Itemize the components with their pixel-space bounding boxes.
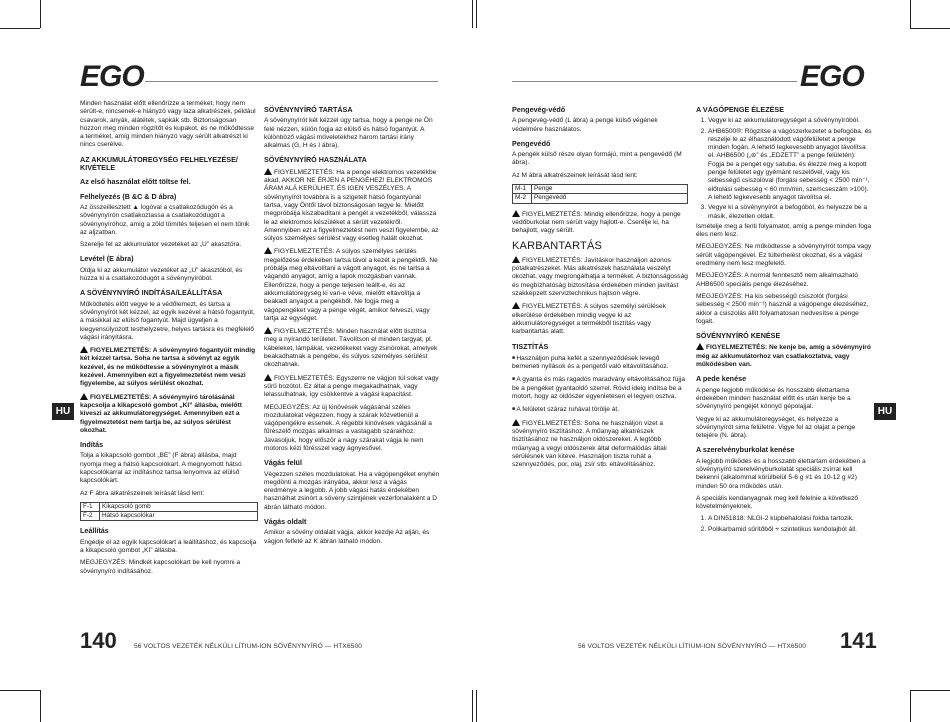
warning-icon — [80, 346, 88, 353]
warning-text: FIGYELMEZTETÉS: Egyszerre ne vágjon túl sokat vagy sűrű bozótot. Ez által a penge megakadhatnak, vagy lelassulhatnak, így csökkentve a vágási kapacitást. — [264, 374, 439, 399]
paragraph: A pengék külső része olyan formájú, mint a pengevédő (M ábra). — [512, 151, 682, 167]
crop-mark — [476, 0, 477, 28]
paragraph: Vegye ki az akkumulátoregységet, és helyezze a sövénynyírót sima felületre. Vigye fel az olajat a penge tetejére (N. ábra). — [696, 415, 856, 440]
warning-icon — [80, 393, 88, 400]
right-col-1 — [512, 100, 688, 473]
paragraph: Ismételje meg a fenti folyamatot, amíg a penge minden foga éles nem lesz. — [696, 222, 872, 239]
crop-mark — [40, 0, 41, 28]
section-heading: A VÁGÓPENGE ÉLEZÉSE — [696, 105, 784, 114]
intro-text: Minden használat előtt ellenőrizze a terméket, hogy nem sérült-e, nincsenek-e hiányzó vagy laza alkatrészek, például csavarok, anyák, alátétek, sapkák stb. Biztonságosan húzzon meg minden rögzítőt és kupakot, és ne működtesse a terméket, amíg minden hiányzó vagy sérült alkatrészt ki nincs cserélve. — [80, 100, 256, 149]
brand-logo-left: EGO — [80, 60, 144, 93]
header-rule-right — [512, 81, 797, 82]
crop-mark — [910, 28, 950, 29]
table-cell: Kikapcsoló gomb — [100, 502, 258, 511]
warning-text: FIGYELMEZTETÉS: Soha ne használjon vizet a sövénynyíró tisztításhoz. A műanyag alkatrészek tisztításához ne használjon oldószereket. A legtöbb műanyag a vegyi oldószerek által deformálódás általi sérülésnek van kitéve. Használjon tiszta ruhát a szennyeződés, por, olaj, zsír stb. eltávolításához. — [512, 419, 667, 469]
table-cell: Penge — [532, 185, 688, 194]
paragraph: Szerelje fel az akkumulátor vezetéket az „U” akasztóra. — [80, 241, 242, 249]
subheading: Vágás oldalt — [264, 517, 307, 527]
crop-mark — [476, 690, 477, 722]
sharpening-steps — [696, 117, 872, 221]
crop-mark — [910, 690, 911, 722]
paragraph: Oldja ki az akkumulátor vezetéket az „U” akasztóból, és húzza ki a csatlakozódugót a sövénynyíróból. — [80, 266, 243, 283]
paragraph: Tolja a kikapcsoló gombot „BE” (F ábra) állásba, majd nyomja meg a hátsó kapcsolókart. A megnyomott hátsó kapcsolókarral az indításhoz tartsa lenyomva az elülső kapcsolókart. — [80, 452, 242, 485]
note-text: MEGJEGYZÉS: Az új kinövések vágásánál széles mozdulatokat végezzen, hogy a szárak közvetlenül a vágópengékre essenek. A régebbi kinövések vágásánál a fűrészelő mozgás alkalmas a vastagabb szárakhoz. Javasoljuk, hogy először a nagy szárakat vágja le nem motoros kézi fűrésszel vagy ágnyesővel. — [264, 403, 432, 452]
warning-icon — [512, 419, 520, 426]
subheading: Pengevédő — [512, 138, 551, 148]
table-cell: F-2 — [81, 512, 100, 521]
grease-requirements — [696, 515, 872, 534]
warning-icon — [264, 247, 272, 254]
note-text: MEGJEGYZÉS: A normál fenntesztő nem alkalmazható AHB6500 speciális penge élezéséhez. — [696, 272, 858, 288]
table-cell: Pengevédő — [532, 194, 688, 203]
note-text: MEGJEGYZÉS: Ne működtesse a sövénynyírót tompa vagy sérült vágópengével. Ez túlterhelést okozhat, és a vágási eredmény nem lesz megfelelő. — [696, 243, 872, 268]
paragraph: Az összeillesztett ▲ logóval a csatlakozódugón és a sövénynyírón csatlakoztassa a csatlakozódugót a sövénynyíróhoz, amíg a zöld tömítés teljesen el nem tűnik az aljzatban. — [80, 203, 250, 236]
crop-mark — [910, 690, 950, 691]
header-rule-left — [145, 81, 438, 82]
section-heading: SÖVÉNYNYÍRÓ TARTÁSA — [264, 105, 353, 114]
warning-icon — [264, 168, 272, 175]
subheading: Pengevég-védő — [512, 105, 566, 114]
table-row — [513, 185, 688, 194]
language-tab-left: HU — [52, 403, 74, 420]
subheading: Indítás — [80, 440, 104, 450]
page-number-right: 141 — [840, 628, 877, 653]
table-cell: M-1 — [513, 185, 532, 194]
paragraph: Az F ábra alkatrészeinek leírását lásd lent: — [80, 489, 205, 497]
table-row — [81, 502, 258, 511]
list-item: 2. Polikarbamid sűrítőből + szintetikus kenőolajból áll. — [708, 526, 872, 534]
footer-left: 56 VOLTOS VEZETÉK NÉLKÜLI LÍTIUM-ION SÖVÉNYNYÍRÓ — HTX6500 — [134, 643, 362, 650]
table-row — [513, 194, 688, 203]
section-heading: A SÖVÉNYNYÍRÓ INDÍTÁSA/LEÁLLÍTÁSA — [80, 288, 223, 298]
warning-text: FIGYELMEZTETÉS: A sövénynyíró tárolásánál kapcsolja a kikapcsoló gombot „KI” állásba, mielőtt kiveszi az akkumulátoregységet. Amennyiben ezt a figyelmeztetést nem tartja be, az súlyos sérülést okozhat. — [80, 393, 242, 434]
subheading: A szerelvényburkolat kenése — [696, 445, 795, 455]
warning-icon — [264, 374, 272, 381]
list-item: ■ A felületet száraz ruhával törölje át. — [512, 405, 688, 414]
paragraph: A sövénynyírót két kézzel úgy tartsa, hogy a penge ne Ön felé nézzen, külön fogja az elülső és hátsó fogantyút. A különböző vágási műveletekhez három tartási irány alkalmas (G, H és I ábra). — [264, 117, 433, 150]
paragraph: Működtetés előtt vegye le a védőlemezt, és tartsa a sövénynyírót két kézzel, az egyik kezével a hátsó fogantyút, a másikkal az elülső fogantyút. Majd ügyeljen a kiegyensúlyozott testhelyzetre, helyes tartásra és megfelelő vágási irányításra. — [80, 300, 255, 341]
note-text: MEGJEGYZÉS: Mindkét kapcsolókart be kell nyomni a sövénynyíró indításához. — [80, 559, 241, 575]
list-item: 1. A DIN51818: NLGI-2 küpbehatolási fokba tartozik. — [708, 515, 872, 523]
paragraph: A speciális kendanyagnak meg kell felelnie a következő követelményeknek. — [696, 494, 859, 511]
warning-icon — [512, 210, 520, 217]
list-item: 3. Vegye ki a sövénynyírót a befogóból, és helyezze be a másik, élezetlen oldalt. — [708, 204, 872, 221]
subheading: Levétel (E ábra) — [80, 254, 134, 264]
warning-text: FIGYELMEZTETÉS: A súlyos személyi sérülések elkerülése érdekében mindig vegye ki az akkumulátoregységet a termékből tisztítás vagy karbantartás alatt. — [512, 303, 667, 336]
section-title: KARBANTARTÁS — [512, 239, 603, 252]
footer-right: 56 VOLTOS VEZETÉK NÉLKÜLI LÍTIUM-ION SÖVÉNYNYÍRÓ — HTX6500 — [578, 643, 806, 650]
language-tab-right: HU — [874, 403, 896, 420]
paragraph: Az M ábra alkatrészeinek leírását lásd lent: — [512, 171, 638, 179]
table-row — [81, 512, 258, 521]
parts-table-f — [80, 502, 258, 522]
section-heading: SÖVÉNYNYÍRÓ KENÉSE — [696, 331, 781, 341]
subheading: Vágás felül — [264, 458, 302, 468]
warning-icon — [512, 302, 520, 309]
crop-mark — [472, 0, 473, 28]
paragraph: A legjobb működés és a hosszabb élettartam érdekében a sövénynyíró szerelvényburkolatát speciális zsírral kell bekenni (alkalommal körülbelül 5-6 g #1 és 10-12 g #2) minden 50 óra működés után. — [696, 457, 866, 490]
page-number-left: 140 — [80, 628, 117, 653]
warning-text: FIGYELMEZTETÉS: Ha a penge elektromos vezetékbe akad, AKKOR NE ÉRJEN A PENGÉHEZ! ELEKTROMOS ÁRAM ALÁ KERÜLHET, ÉS IGEN VESZÉLYES. A sövénynyírót továbbra is a szigetelt hátsó fogantyúnál tartsa, vagy Öntől távol biztonságosan tegye le. Mielőtt megpróbálja kiszabadítani a pengét a vezetékből, válassza le az elektromos készüléket a sérült vezetékről. Amennyiben ezt a figyelmeztetést nem veszi figyelembe, az súlyos személyes sérülést vagy esetleg halált okozhat. — [264, 168, 439, 243]
table-cell: F-1 — [81, 502, 100, 511]
parts-table-m — [512, 184, 688, 204]
brand-logo-right: EGO — [800, 60, 864, 93]
paragraph: Amikor a sövény oldalait vágja, akkor kezdje Az alján, és vágjon felfelé az K ábrán látható módon. — [264, 529, 430, 545]
warning-text: FIGYELMEZTETÉS: A sövénynyíró fogantyúit mindig két kézzel tartsa. Soha ne tartsa a sövényt az egyik kezével, és ne működtesse a sövénynyírót a másik kezével. Amennyiben ezt a figyelmeztetést nem veszi figyelembe, az súlyos sérülést okozhat. — [80, 347, 256, 388]
crop-mark — [40, 690, 41, 722]
warning-text: FIGYELMEZTETÉS: A súlyos személyes sérülés megelőzése érdekében tartsa távol a kezét a pengéktől. Ne próbálja meg eltávolítani a vágott anyagot, és ne tartsa a vágandó anyagot, amíg a lapok mozgásban vannak. Ellenőrizze, hogy a penge teljesen leállt-e, és az akkumulátoregység ki van-e véve, mielőtt eltávolítja a beakadt anyagot a pengékből. Ne fogja meg a vágópengéket vagy a penge végét, amikor felveszi, vagy tartja az egységet. — [264, 248, 438, 322]
crop-mark — [0, 690, 40, 691]
subheading: Leállítás — [80, 526, 109, 536]
warning-text: FIGYELMEZTETÉS: Minden használat előtt tisztítsa meg a nyírandó területet. Távolítson el minden targyat, pl. kábeleket, lámpákat, vezetékeket vagy zsinórokat, amelyek beakadhatnak a pengébe, és súlyos személyes sérülést okozhatnak. — [264, 328, 438, 369]
section-heading: AZ AKKUMULÁTOREGYSÉG FELHELYEZÉSE/ KIVÉTELE — [80, 154, 238, 173]
subheading: A pede kenése — [696, 374, 747, 384]
paragraph: Engedje el az egyik kapcsolókart a leállításhoz, és kapcsolja a kikapcsoló gombot „KI” állásba. — [80, 538, 257, 555]
section-heading: SÖVÉNYNYÍRÓ HASZNÁLATA — [264, 155, 367, 165]
warning-icon — [696, 343, 704, 350]
subheading: Az első használat előtt töltse fel. — [80, 177, 191, 187]
list-item: 1. Vegye ki az akkumulátoregységet a sövénynyíróból. — [708, 117, 872, 125]
crop-mark — [0, 28, 40, 29]
crop-mark — [910, 0, 911, 28]
paragraph: Végezzen széles mozdulatokat. Ha a vágópengéket enyhén megdönti a mozgás irányába, akkor lesz a vágás eredménye a legjobb. A jobb vágási hatás érdekében használhat zsinórt a sövény szintjének vezérfonalaként a D ábrán látható módon. — [264, 470, 440, 511]
paragraph: A pengevég-védő (L ábra) a penge külső végének védelmére használatos. — [512, 117, 658, 133]
table-cell: M-2 — [513, 194, 532, 203]
left-col-2 — [264, 100, 440, 550]
list-item: ■ Használjon puha kefét a szennyeződések levegő berneneti nyílások és a pengetől való eltávolításához. — [512, 354, 688, 372]
list-item: ■ A gyanta és más ragadós maradvány eltávolításához fújja be a pengéket gyantaoldó szerrel. Rövid ideig indítsa be a motort, hogy az oldószer egyenletesen el legyen osztva. — [512, 375, 688, 401]
paragraph: A penge legjobb működése és hosszabb élettartama érdekében minden használat előtt és után kenje be a sövénynyíró pengéjét könnyű gépolajjal. — [696, 386, 851, 411]
subheading: Felhelyezés (B &C & D ábra) — [80, 191, 177, 201]
warning-text: FIGYELMEZTETÉS: Javításkor használjon azonos pótalkatrészeket. Más alkatrészek használata veszélyt okozhat, vagy megrongálhatja a terméket. A biztonságosság és megbízhatóság biztosítása érdekében minden javítást szakképzett szerviztechnikus hajtson végre. — [512, 256, 688, 298]
warning-icon — [264, 327, 272, 334]
left-col-1 — [80, 100, 258, 580]
warning-text: FIGYELMEZTETÉS: Mindig ellenőrizze, hogy a penge védőburkolat nem sérült vagy hajlott-e. Cserélje ki, ha behajlott, vagy sérült. — [512, 210, 681, 235]
warning-text: FIGYELMEZTETÉS: Ne kenje be, amíg a sövénynyíró még az akkumulátorhoz van csatlakoztatva, vagy működésben van. — [696, 344, 871, 369]
right-col-2 — [696, 100, 872, 536]
warning-icon — [512, 256, 520, 263]
list-item: 2. AHB6500®: Rögzítse a vágószerkezetet a befogóba, és reszelje le az élhasználódott vágófelületet a penge minden fogán. A lehető legkevesebb anyagot távolítsa el. AHB6500 („⊛” és „EDZETT” a penge felületén): Fogja be a pengét egy satuba, és élezze meg a kopott penge felületet egy gyémánt reszelővel, vagy kis sebességű csiszolóval (forgási sebesség < 2500 min⁻¹, előtolási sebesség < 60 mm/min, szemcseszám >100). A lehető legkevesebb anyagot távolítsa el. — [708, 128, 872, 203]
section-heading: TISZTÍTÁS — [512, 341, 549, 351]
crop-mark — [472, 690, 473, 722]
table-cell: Hátsó kapcsolókar — [100, 512, 258, 521]
note-text: MEGJEGYZÉS: Ha kis sebességű csiszolót (forgási sebesség < 2500 min⁻¹) használ a vágópenge élezéséhez, akkor a csiszolás állít folyamatosan nedvesítse a penge fogait. — [696, 292, 869, 325]
